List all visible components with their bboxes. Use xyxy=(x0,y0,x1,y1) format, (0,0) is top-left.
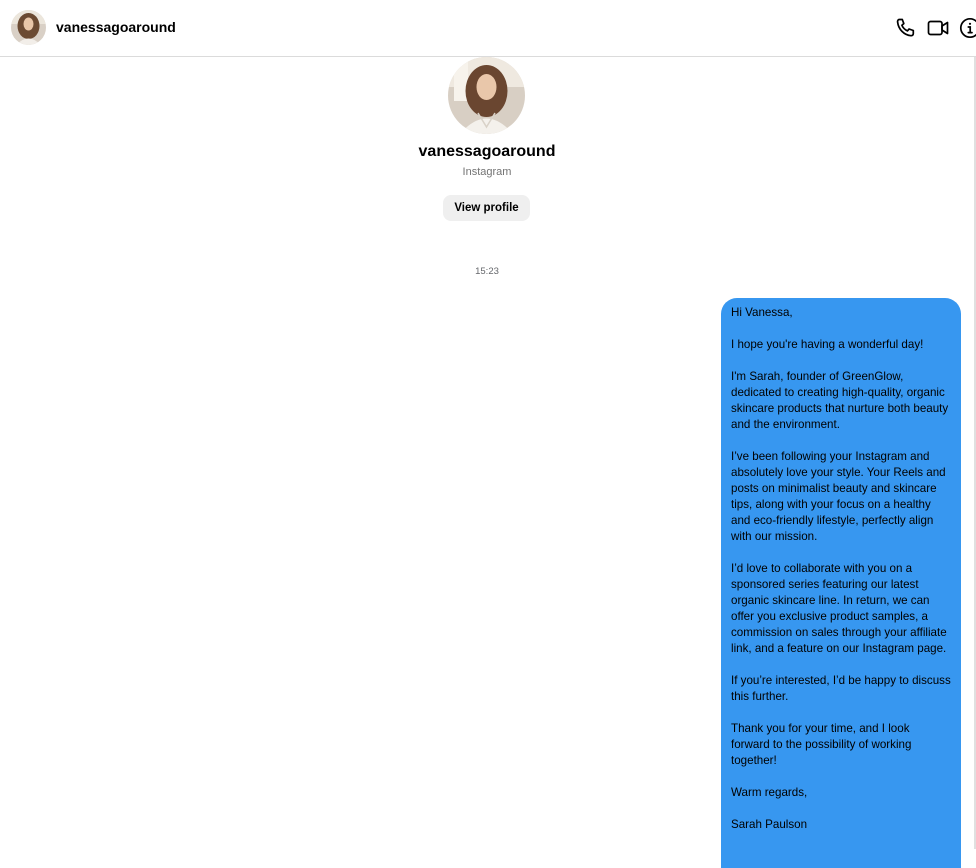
profile-platform: Instagram xyxy=(462,166,512,178)
message-paragraph: I'm Sarah, founder of GreenGlow, dedicated to creating high-quality, organic skincare products that nurture both beauty and the environment. xyxy=(731,370,949,431)
info-icon[interactable] xyxy=(958,16,976,40)
avatar[interactable] xyxy=(11,10,46,45)
message-paragraph: I’ve been following your Instagram and absolutely love your style. Your Reels and posts on minimalist beauty and skincare tips, along with your focus on a healthy and eco-friendly lifestyle, perfectly align with our mission. xyxy=(731,450,946,543)
view-profile-button[interactable]: View profile xyxy=(443,195,530,221)
profile-name: vanessagoaround xyxy=(418,143,556,160)
profile-avatar-photo xyxy=(448,57,525,134)
message-paragraph: Thank you for your time, and I look forward to the possibility of working together! xyxy=(731,722,912,767)
phone-icon[interactable] xyxy=(894,16,918,40)
message-paragraph: If you’re interested, I’d be happy to discuss this further. xyxy=(731,674,951,703)
profile-avatar[interactable] xyxy=(448,57,525,134)
conversation-header xyxy=(0,0,976,57)
header-username[interactable]: vanessagoaround xyxy=(56,19,176,35)
message-paragraph: Warm regards, xyxy=(731,786,808,799)
outgoing-message-bubble[interactable] xyxy=(721,298,961,868)
message-paragraph: I hope you're having a wonderful day! xyxy=(731,338,924,351)
message-paragraph: Sarah Paulson xyxy=(731,818,808,831)
video-camera-icon[interactable] xyxy=(926,16,950,40)
avatar-photo xyxy=(11,10,46,45)
message-paragraph: I’d love to collaborate with you on a sponsored series featuring our latest organic skincare line. In return, we can offer you exclusive product samples, a commission on sales through your affiliate link, and a feature on our Instagram page. xyxy=(731,562,947,655)
message-paragraph: Hi Vanessa, xyxy=(731,306,793,319)
message-timestamp: 15:23 xyxy=(475,266,499,277)
